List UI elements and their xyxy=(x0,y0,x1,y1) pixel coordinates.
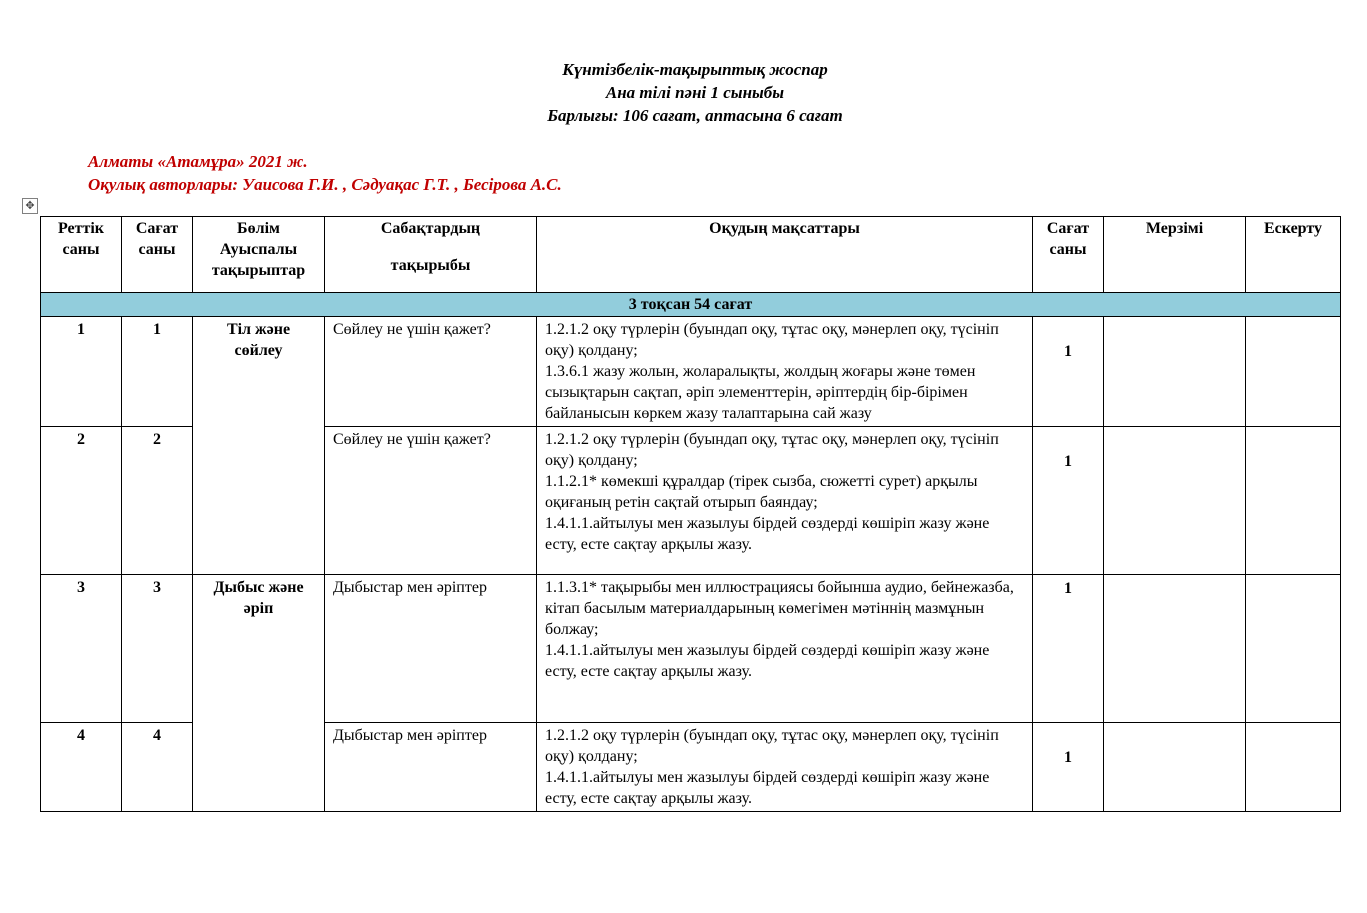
row-objectives xyxy=(537,317,1033,427)
calendar-plan-table xyxy=(40,216,1341,812)
row-objectives xyxy=(537,427,1033,575)
objective-item: 1.1.2.1* көмекші құралдар (тірек сызба, сюжетті сурет) арқылы оқиғаның ретін сақтай отырып баяндау; xyxy=(545,473,978,511)
quarter-row xyxy=(41,293,1341,317)
objective-item: 1.1.3.1* тақырыбы мен иллюстрациясы бойынша аудио, бейнежазба, кітап басылым материалдарының көмегімен мәтіннің мазмұнын болжау; xyxy=(545,579,1014,638)
row-order: 2 xyxy=(41,427,122,575)
authors-line: Оқулық авторлары: Уаисова Г.И. , Сәдуақас Г.Т. , Бесірова А.С. xyxy=(88,175,562,194)
publisher-line: Алматы «Атамұра» 2021 ж. xyxy=(88,152,308,171)
header-hours: Сағат саны xyxy=(122,217,193,293)
row-topic: Дыбыстар мен әріптер xyxy=(325,575,537,723)
header-lesson-line-2: тақырыбы xyxy=(390,257,471,274)
objective-item: 1.2.1.2 оқу түрлерін (буындап оқу, тұтас оқу, мәнерлеп оқу, түсініп оқу) қолдану; xyxy=(545,431,999,469)
header-hours-2: Сағат саны xyxy=(1033,217,1104,293)
row-topic: Сөйлеу не үшін қажет? xyxy=(325,317,537,427)
row-hours-2: 1 xyxy=(1033,723,1104,812)
row-date[interactable] xyxy=(1104,317,1246,427)
title-line-1: Күнтізбелік-тақырыптық жоспар xyxy=(562,60,828,79)
row-order: 3 xyxy=(41,575,122,723)
table-move-handle-icon[interactable]: ✥ xyxy=(22,198,38,214)
header-objectives: Оқудың мақсаттары xyxy=(537,217,1033,293)
publisher-info xyxy=(88,150,562,196)
quarter-label: 3 тоқсан 54 сағат xyxy=(41,293,1341,317)
objective-item: 1.2.1.2 оқу түрлерін (буындап оқу, тұтас оқу, мәнерлеп оқу, түсініп оқу) қолдану; xyxy=(545,727,999,765)
row-objectives xyxy=(537,575,1033,723)
row-objectives xyxy=(537,723,1033,812)
row-hours: 2 xyxy=(122,427,193,575)
row-note[interactable] xyxy=(1246,575,1341,723)
row-note[interactable] xyxy=(1246,317,1341,427)
title-line-3: Барлығы: 106 сағат, аптасына 6 сағат xyxy=(547,106,843,125)
row-hours: 4 xyxy=(122,723,193,812)
row-note[interactable] xyxy=(1246,427,1341,575)
header-section: Бөлім Ауыспалы тақырыптар xyxy=(193,217,325,293)
row-topic: Дыбыстар мен әріптер xyxy=(325,723,537,812)
row-hours-2: 1 xyxy=(1033,317,1104,427)
objective-item: 1.3.6.1 жазу жолын, жоларалықты, жолдың жоғары және төмен сызықтарын сақтап, әріп элементтерін, әріптердің бір-бірімен байланысын көркем жазу талаптарына сай жазу xyxy=(545,363,976,422)
header-row xyxy=(41,217,1341,293)
header-note: Ескерту xyxy=(1246,217,1341,293)
table-row xyxy=(41,317,1341,427)
row-hours-2: 1 xyxy=(1033,427,1104,575)
header-lesson-topic xyxy=(325,217,537,293)
section-cell: Тіл және сөйлеу xyxy=(193,317,325,575)
row-hours-2: 1 xyxy=(1033,575,1104,723)
row-order: 1 xyxy=(41,317,122,427)
row-date[interactable] xyxy=(1104,723,1246,812)
objective-item: 1.4.1.1.айтылуы мен жазылуы бірдей сөздерді көшіріп жазу және есту, есте сақтау арқылы жазу. xyxy=(545,642,990,680)
row-hours: 1 xyxy=(122,317,193,427)
row-date[interactable] xyxy=(1104,575,1246,723)
row-topic: Сөйлеу не үшін қажет? xyxy=(325,427,537,575)
row-note[interactable] xyxy=(1246,723,1341,812)
row-order: 4 xyxy=(41,723,122,812)
section-cell: Дыбыс және әріп xyxy=(193,575,325,812)
header-order: Реттік саны xyxy=(41,217,122,293)
header-date: Мерзімі xyxy=(1104,217,1246,293)
objective-item: 1.2.1.2 оқу түрлерін (буындап оқу, тұтас оқу, мәнерлеп оқу, түсініп оқу) қолдану; xyxy=(545,321,999,359)
objective-item: 1.4.1.1.айтылуы мен жазылуы бірдей сөздерді көшіріп жазу және есту, есте сақтау арқылы жазу. xyxy=(545,515,990,553)
title-line-2: Ана тілі пәні 1 сыныбы xyxy=(605,83,785,102)
document-title xyxy=(0,58,1367,127)
header-lesson-line-1: Сабақтардың xyxy=(380,220,481,237)
row-hours: 3 xyxy=(122,575,193,723)
objective-item: 1.4.1.1.айтылуы мен жазылуы бірдей сөздерді көшіріп жазу және есту, есте сақтау арқылы жазу. xyxy=(545,769,990,807)
row-date[interactable] xyxy=(1104,427,1246,575)
table-row xyxy=(41,575,1341,723)
